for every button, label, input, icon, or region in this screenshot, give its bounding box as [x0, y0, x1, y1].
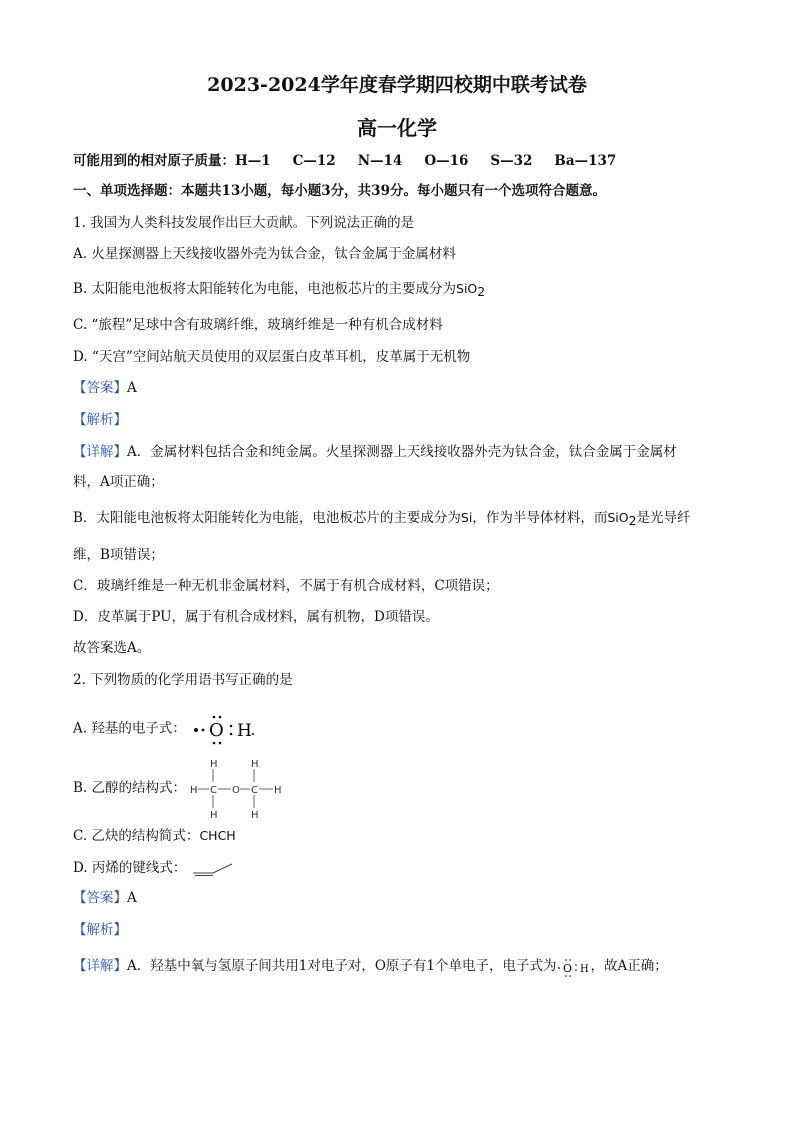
propene-skeletal-formula	[191, 860, 235, 878]
q2-stem: 2. 下列物质的化学用语书写正确的是	[73, 672, 293, 688]
atomic-mass-n: N—14	[357, 153, 403, 169]
q1-analysis-tag: 【解析】	[73, 412, 127, 428]
q1-option-a: A. 火星探测器上天线接收器外壳为钛合金，钛合金属于金属材料	[73, 246, 456, 262]
q1-detail-b-2: 维，B项错误；	[73, 547, 164, 563]
ethanol-h-left: H	[190, 785, 198, 796]
q1-detail-c: C．玻璃纤维是一种无机非金属材料，不属于有机合成材料，C项错误；	[73, 578, 499, 594]
ethanol-h-top-1: H	[210, 759, 218, 770]
q2-option-a	[73, 712, 262, 746]
q2-option-d	[73, 858, 235, 878]
hydroxyl-h-small: H	[579, 963, 589, 975]
q1-detail-b-si: Si	[460, 510, 473, 525]
q2-option-a-label: A. 羟基的电子式：	[73, 720, 186, 737]
q2-detail-tag: 【详解】	[73, 958, 127, 974]
q2-answer	[73, 888, 137, 908]
q2-detail-a-text2: ，故A正确；	[590, 958, 668, 974]
q1-detail-b-1	[73, 508, 691, 531]
q1-detail-a-1	[73, 442, 677, 462]
atomic-mass-o: O—16	[424, 153, 469, 169]
q2-option-d-label: D. 丙烯的键线式：	[73, 860, 187, 876]
q1-answer-tag: 【答案】	[73, 380, 127, 396]
ethanol-h-right: H	[274, 785, 282, 796]
q2-detail-a-text1: A．羟基中氧与氢原子间共用1对电子对，O原子有1个单电子，电子式为	[127, 958, 557, 974]
hydroxyl-o-atom: O	[209, 720, 224, 741]
hydroxyl-o-small: O	[562, 961, 572, 975]
q1-option-c: C. “旅程”足球中含有玻璃纤维，玻璃纤维是一种有机合成材料	[73, 317, 443, 333]
exam-title: 2023-2024学年度春学期四校期中联考试卷	[207, 74, 587, 96]
q1-detail-b-text1: B．太阳能电池板将太阳能转化为电能，电池板芯片的主要成分为	[73, 510, 461, 526]
q2-option-c	[73, 826, 236, 846]
q1-detail-b-text2: ，作为半导体材料，而	[472, 510, 608, 526]
q1-option-b	[73, 279, 485, 302]
q1-detail-b-text3: 是光导纤	[636, 510, 691, 526]
atomic-mass-line	[73, 151, 616, 171]
ethanol-structural-formula	[188, 758, 288, 818]
exam-subject: 高一化学	[357, 116, 437, 140]
q1-detail-b-formula: SiO	[607, 510, 629, 525]
q1-detail-a-text: A．金属材料包括合金和纯金属。火星探测器上天线接收器外壳为钛合金，钛合金属于金属材	[127, 444, 677, 460]
atomic-mass-h: H—1	[235, 153, 271, 169]
q1-option-b-formula: SiO	[456, 281, 478, 296]
q2-option-c-formula: CHCH	[199, 828, 236, 843]
hydroxyl-h-atom: H	[237, 721, 252, 741]
ethanol-o: O	[232, 785, 240, 796]
hydroxyl-electron-formula	[190, 712, 262, 746]
atomic-mass-ba: Ba—137	[554, 153, 617, 169]
q2-detail-a	[73, 956, 668, 977]
ethanol-h-bottom-2: H	[251, 810, 259, 818]
q1-answer-value: A	[127, 380, 137, 396]
q1-detail-tag: 【详解】	[73, 444, 127, 460]
q1-stem: 1. 我国为人类科技发展作出巨大贡献。下列说法正确的是	[73, 215, 415, 231]
ethanol-c-2: C	[251, 785, 258, 796]
q1-option-d: D. “天宫”空间站航天员使用的双层蛋白皮革耳机，皮革属于无机物	[73, 349, 471, 365]
q2-option-c-label: C. 乙炔的结构简式：	[73, 828, 200, 844]
q1-option-b-text: B. 太阳能电池板将太阳能转化为电能，电池板芯片的主要成分为	[73, 281, 457, 297]
atomic-mass-label: 可能用到的相对原子质量：	[73, 153, 235, 169]
q1-detail-d: D．皮革属于PU，属于有机合成材料，属有机物，D项错误。	[73, 609, 439, 625]
ethanol-c-1: C	[210, 785, 217, 796]
q2-answer-value: A	[127, 890, 137, 906]
q1-detail-a-2: 料，A项正确；	[73, 474, 164, 490]
ethanol-h-bottom-1: H	[210, 810, 218, 818]
q1-answer	[73, 378, 137, 398]
atomic-mass-s: S—32	[490, 153, 533, 169]
hydroxyl-electron-formula-small	[557, 957, 591, 977]
q2-option-b-label: B. 乙醇的结构式：	[73, 780, 187, 796]
q1-detail-b-sub: 2	[628, 513, 637, 528]
q2-analysis-tag: 【解析】	[73, 922, 127, 938]
atomic-mass-c: C—12	[292, 153, 336, 169]
section-heading: 一、单项选择题：本题共13小题，每小题3分，共39分。每小题只有一个选项符合题意。	[73, 183, 606, 199]
q1-conclusion: 故答案选A。	[73, 640, 151, 656]
ethanol-h-top-2: H	[251, 759, 259, 770]
q1-option-b-sub: 2	[477, 284, 486, 299]
q2-answer-tag: 【答案】	[73, 890, 127, 906]
